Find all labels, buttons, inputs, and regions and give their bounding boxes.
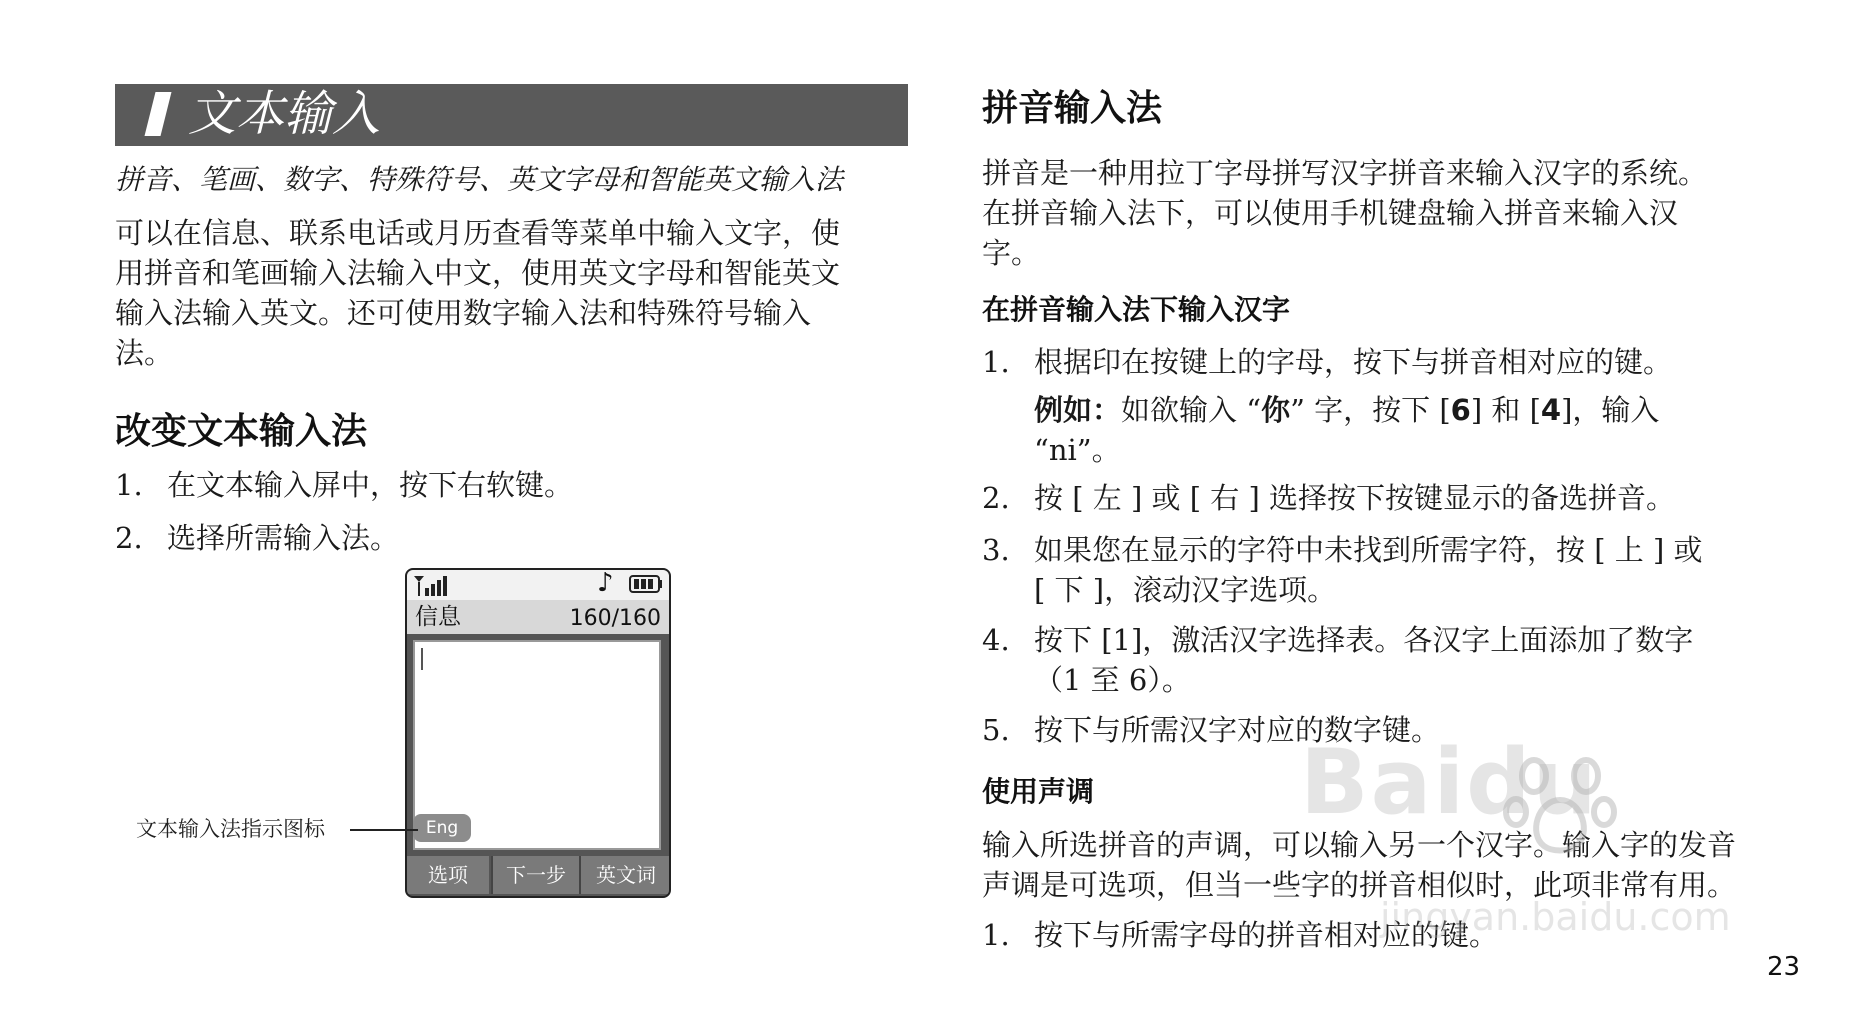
step-text: 按下与所需汉字对应的数字键。 <box>1034 713 1441 747</box>
softkey-next[interactable]: 下一步 <box>491 856 579 894</box>
input-mode-indicator-icon <box>413 814 471 842</box>
step-number: 5. <box>982 713 1010 747</box>
phone-screen-title: 信息 <box>415 604 461 630</box>
signal-icon <box>413 574 453 596</box>
callout-label: 文本输入法指示图标 <box>136 817 325 841</box>
status-bar <box>407 570 669 600</box>
pinyin-intro-paragraph <box>982 153 1772 273</box>
step-text: 在文本输入屏中，按下右软键。 <box>167 468 574 502</box>
tone-line: 声调是可选项，但当一些字的拼音相似时，此项非常有用。 <box>982 868 1737 902</box>
chapter-title: 文本输入 <box>188 86 381 142</box>
example-char: 你 <box>1261 393 1291 427</box>
example-key: 6 <box>1450 393 1471 427</box>
step-number: 1. <box>982 345 1010 379</box>
example-text: ] 和 [ <box>1470 393 1541 427</box>
input-mode-label: Eng <box>425 818 459 838</box>
text-cursor <box>421 648 423 670</box>
step-number: 4. <box>982 623 1010 657</box>
intro-line: 用拼音和笔画输入法输入中文，使用英文字母和智能英文 <box>115 256 841 290</box>
page-number: 23 <box>1767 952 1801 982</box>
battery-icon <box>629 575 663 593</box>
character-counter: 160/160 <box>569 606 661 631</box>
step-text-line: 按下 [1]，激活汉字选择表。各汉字上面添加了数字 <box>1034 623 1694 657</box>
step-text: 根据印在按键上的字母，按下与拼音相对应的键。 <box>1034 345 1673 379</box>
section-title-change-input: 改变文本输入法 <box>115 411 368 452</box>
step-text <box>1034 620 1734 700</box>
music-note-icon: ♪ <box>597 568 614 598</box>
example-label: 例如： <box>1034 393 1122 427</box>
softkey-bar <box>407 856 669 896</box>
intro-paragraph <box>115 213 905 373</box>
subsection-title-enter-hanzi: 在拼音输入法下输入汉字 <box>982 293 1291 326</box>
step-number: 2. <box>982 481 1010 515</box>
step-text: 按下与所需字母的拼音相对应的键。 <box>1034 918 1499 952</box>
phone-screen-illustration <box>405 568 671 898</box>
step-text-line: （1 至 6）。 <box>1034 663 1191 697</box>
example-note <box>1034 390 1734 470</box>
example-text: ” 字，按下 [ <box>1290 393 1451 427</box>
step-text-line: 如果您在显示的字符中未找到所需字符，按 [ 上 ] 或 <box>1034 533 1703 567</box>
step-number: 2. <box>115 521 143 555</box>
softkey-options[interactable]: 选项 <box>407 856 489 894</box>
step-text <box>1034 530 1734 610</box>
example-key: 4 <box>1540 393 1562 427</box>
baidu-watermark: Baidu <box>1300 730 1599 835</box>
subsection-title-tones: 使用声调 <box>982 775 1095 808</box>
tone-paragraph <box>982 825 1772 905</box>
pinyin-intro-line: 在拼音输入法下，可以使用手机键盘输入拼音来输入汉 <box>982 196 1679 230</box>
step-number: 3. <box>982 533 1010 567</box>
callout-leader-line <box>350 829 418 831</box>
example-line <box>1034 390 1734 430</box>
example-line: “ni”。 <box>1034 433 1121 467</box>
intro-line: 输入法输入英文。还可使用数字输入法和特殊符号输入 <box>115 296 812 330</box>
step-text: 按 [ 左 ] 或 [ 右 ] 选择按下按键显示的备选拼音。 <box>1034 481 1676 515</box>
step-text: 选择所需输入法。 <box>167 521 400 555</box>
pinyin-intro-line: 字。 <box>982 236 1041 270</box>
example-text: ]，输入 <box>1561 393 1660 427</box>
intro-line: 法。 <box>115 336 174 370</box>
step-number: 1. <box>982 918 1010 952</box>
intro-line: 可以在信息、联系电话或月历查看等菜单中输入文字，使 <box>115 216 841 250</box>
phone-title-bar <box>407 600 669 634</box>
pinyin-intro-line: 拼音是一种用拉丁字母拼写汉字拼音来输入汉字的系统。 <box>982 156 1708 190</box>
watermark-url: jingyan.baidu.com <box>1380 895 1731 939</box>
chapter-subtitle: 拼音、笔画、数字、特殊符号、英文字母和智能英文输入法 <box>115 163 844 196</box>
softkey-english-word[interactable]: 英文词 <box>579 856 671 894</box>
tone-line: 输入所选拼音的声调，可以输入另一个汉字。输入字的发音 <box>982 828 1737 862</box>
example-text: 如欲输入 “ <box>1121 393 1262 427</box>
step-text-line: [ 下 ]，滚动汉字选项。 <box>1034 573 1337 607</box>
section-title-pinyin: 拼音输入法 <box>982 88 1163 129</box>
step-number: 1. <box>115 468 143 502</box>
